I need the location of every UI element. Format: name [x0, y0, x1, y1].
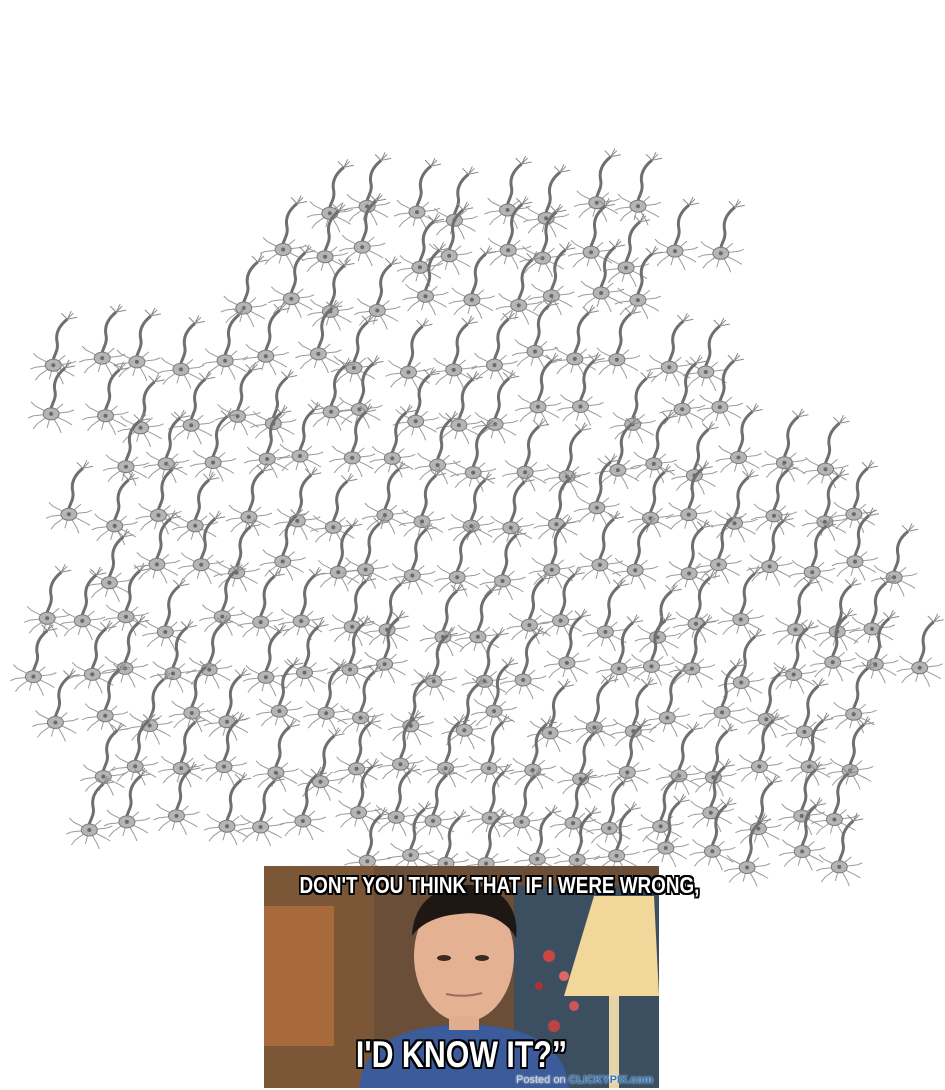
- neuron-icon: [635, 583, 682, 656]
- neuron-icon: [142, 578, 189, 651]
- neuron-icon: [431, 316, 478, 389]
- neuron-icon: [735, 775, 782, 848]
- neuron-icon: [24, 564, 71, 637]
- neuron-icon: [399, 468, 446, 541]
- neuron-icon: [615, 152, 662, 225]
- neuron-icon: [168, 371, 215, 444]
- neuron-icon: [66, 776, 113, 849]
- bottom-caption: I'D KNOW IT?”: [355, 1034, 568, 1075]
- neuron-icon: [307, 257, 354, 330]
- neuron-icon: [480, 527, 527, 600]
- neuron-icon: [244, 405, 291, 478]
- neuron-icon: [485, 156, 532, 229]
- neuron-icon: [214, 519, 261, 592]
- neuron-icon: [594, 306, 641, 379]
- neuron-icon: [897, 614, 944, 687]
- neuron-icon: [471, 657, 518, 730]
- neuron-icon: [688, 759, 735, 832]
- neuron-icon: [781, 678, 828, 751]
- neuron-icon: [243, 302, 290, 375]
- neuron-icon: [697, 353, 744, 426]
- neuron-icon: [871, 523, 918, 596]
- neuron-icon: [803, 415, 850, 488]
- neuron-icon: [238, 568, 285, 641]
- neuron-icon: [334, 715, 381, 788]
- neuron-icon: [467, 764, 514, 837]
- neuron-icon: [652, 197, 699, 270]
- neuron-icon: [354, 257, 401, 330]
- neuron-icon: [831, 460, 878, 533]
- neuron-icon: [699, 658, 746, 731]
- neuron-icon: [488, 474, 535, 547]
- neuron-icon: [426, 202, 473, 275]
- neuron-icon: [30, 311, 77, 384]
- neuron-icon: [751, 462, 798, 535]
- neuron-icon: [638, 772, 685, 845]
- meme-image: [264, 866, 700, 1088]
- neuron-icon: [204, 772, 251, 845]
- neuron-icon: [448, 472, 495, 545]
- neuron-icon: [114, 308, 161, 381]
- neuron-icon: [172, 472, 219, 545]
- neuron-icon: [671, 421, 718, 494]
- neuron-icon: [10, 623, 57, 696]
- neuron-icon: [158, 714, 205, 787]
- neuron-icon: [434, 523, 481, 596]
- neuron-icon: [656, 722, 703, 795]
- neuron-icon: [558, 725, 605, 798]
- neuron-icon: [712, 469, 759, 542]
- neuron-icon: [594, 802, 641, 875]
- neuron-icon: [362, 610, 409, 683]
- neuron-icon: [773, 576, 820, 649]
- neuron-icon: [298, 728, 345, 801]
- neuron-icon: [610, 370, 657, 443]
- neuron-icon: [779, 762, 826, 835]
- neuron-icon: [118, 374, 165, 447]
- neuron-icon: [615, 246, 662, 319]
- neuron-icon: [127, 672, 174, 745]
- neuron-icon: [849, 575, 896, 648]
- neuron-icon: [466, 714, 513, 787]
- neuron-icon: [571, 674, 618, 747]
- watermark-prefix: Posted on: [516, 1074, 566, 1086]
- neuron-icon: [802, 468, 849, 541]
- neuron-icon: [716, 404, 763, 477]
- neuron-icon: [362, 461, 409, 534]
- neuron-icon: [629, 612, 676, 685]
- neuron-icon: [612, 516, 659, 589]
- neuron-icon: [527, 679, 574, 752]
- neuron-icon: [558, 353, 605, 426]
- neuron-icon: [499, 768, 546, 841]
- neuron-icon: [500, 626, 547, 699]
- neuron-icon: [420, 583, 467, 656]
- neuron-icon: [369, 404, 416, 477]
- neuron-icon: [455, 583, 502, 656]
- neuron-icon: [827, 717, 874, 790]
- neuron-icon: [158, 315, 205, 388]
- top-caption: DON'T YOU THINK THAT IF I WERE WRONG,: [299, 872, 700, 898]
- neuron-icon: [568, 198, 615, 271]
- neuron-icon: [202, 307, 249, 380]
- neuron-icon: [574, 149, 621, 222]
- neuron-icon: [79, 304, 126, 377]
- neuron-icon: [250, 370, 297, 443]
- watermark: [516, 1074, 653, 1086]
- neuron-icon: [506, 571, 553, 644]
- neuron-icon: [852, 610, 899, 683]
- neuron-icon: [698, 199, 745, 272]
- neuron-icon: [552, 305, 599, 378]
- neuron-icon: [544, 423, 591, 496]
- watermark-site: CLICKYPIX.com: [568, 1074, 653, 1086]
- neuron-icon: [86, 529, 133, 602]
- neuron-icon: [221, 254, 268, 327]
- neuron-icon: [389, 522, 436, 595]
- neuron-icon: [46, 460, 93, 533]
- neuron-icon: [92, 472, 139, 545]
- neuron-icon: [472, 370, 519, 443]
- neuron-icon: [190, 409, 237, 482]
- neuron-icon: [274, 467, 321, 540]
- neuron-icon: [329, 573, 376, 646]
- neuron-icon: [310, 473, 357, 546]
- neuron-icon: [136, 461, 183, 534]
- neuron-icon: [431, 166, 478, 239]
- neuron-icon: [610, 677, 657, 750]
- neuron-icon: [515, 353, 562, 426]
- neuron-icon: [278, 567, 325, 640]
